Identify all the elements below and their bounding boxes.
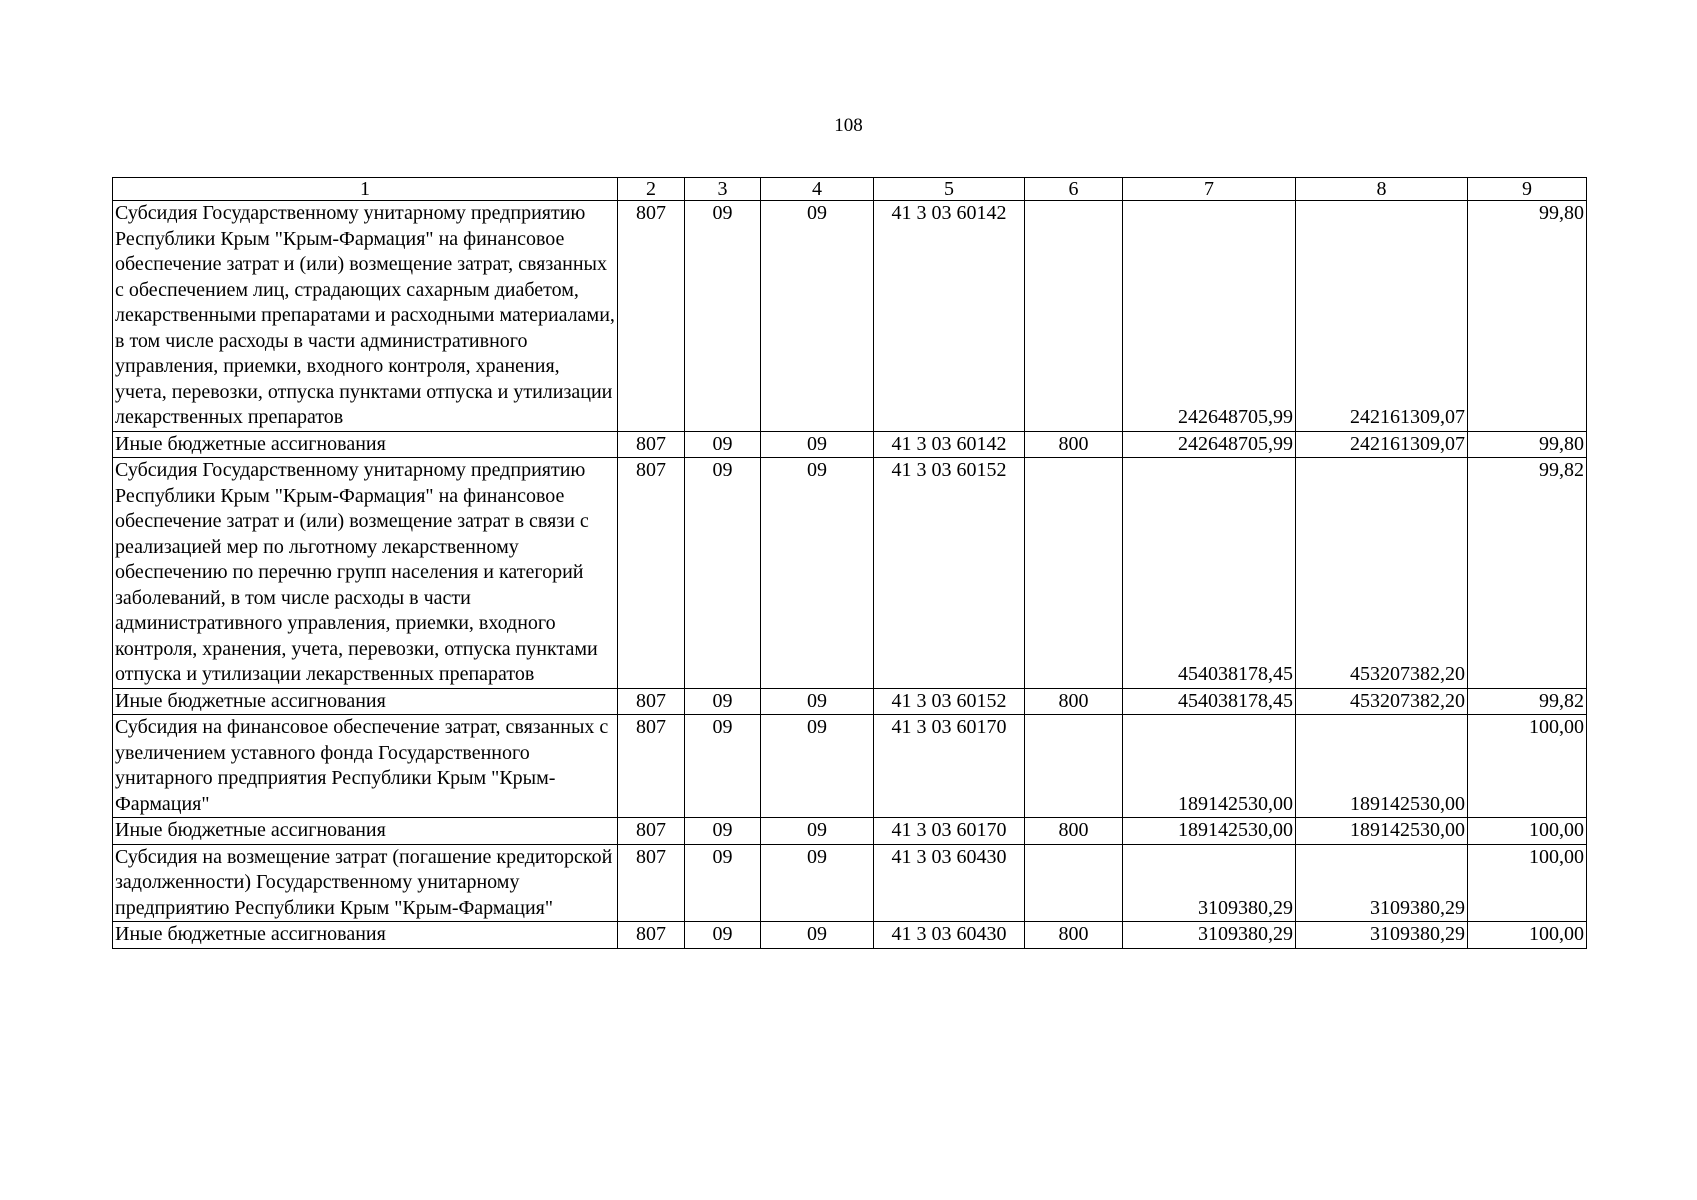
cell-col6: 800	[1025, 688, 1123, 715]
cell-col8: 242161309,07	[1296, 201, 1468, 432]
cell-col8: 453207382,20	[1296, 458, 1468, 689]
cell-col8: 453207382,20	[1296, 688, 1468, 715]
cell-col7: 189142530,00	[1123, 715, 1296, 818]
cell-col5: 41 3 03 60170	[874, 818, 1025, 845]
cell-col8: 242161309,07	[1296, 431, 1468, 458]
cell-col4: 09	[761, 201, 874, 432]
cell-col7: 189142530,00	[1123, 818, 1296, 845]
cell-col3: 09	[685, 844, 761, 922]
cell-col6: 800	[1025, 431, 1123, 458]
table-row	[113, 431, 1587, 458]
cell-col5: 41 3 03 60430	[874, 844, 1025, 922]
cell-col7: 242648705,99	[1123, 431, 1296, 458]
row-name: Иные бюджетные ассигнования	[113, 818, 618, 845]
table-row	[113, 818, 1587, 845]
row-name: Субсидия на финансовое обеспечение затрат, связанных с увеличением уставного фонда Государственного унитарного предприятия Республики Крым "Крым-Фармация"	[113, 715, 618, 818]
cell-col9: 100,00	[1468, 715, 1587, 818]
table-row	[113, 715, 1587, 818]
cell-col5: 41 3 03 60430	[874, 922, 1025, 949]
row-name: Иные бюджетные ассигнования	[113, 688, 618, 715]
column-header: 8	[1296, 178, 1468, 201]
page-number: 108	[834, 115, 863, 136]
cell-col8: 3109380,29	[1296, 844, 1468, 922]
table-row	[113, 688, 1587, 715]
cell-col4: 09	[761, 431, 874, 458]
cell-col4: 09	[761, 922, 874, 949]
cell-col7: 3109380,29	[1123, 844, 1296, 922]
cell-col6	[1025, 201, 1123, 432]
cell-col2: 807	[618, 715, 685, 818]
column-header: 6	[1025, 178, 1123, 201]
cell-col9: 99,80	[1468, 201, 1587, 432]
cell-col7: 3109380,29	[1123, 922, 1296, 949]
cell-col6	[1025, 844, 1123, 922]
cell-col4: 09	[761, 688, 874, 715]
table-row	[113, 458, 1587, 689]
cell-col6	[1025, 458, 1123, 689]
cell-col7: 454038178,45	[1123, 458, 1296, 689]
cell-col3: 09	[685, 922, 761, 949]
header-row	[113, 178, 1587, 201]
cell-col9: 100,00	[1468, 844, 1587, 922]
row-name: Иные бюджетные ассигнования	[113, 431, 618, 458]
row-name: Иные бюджетные ассигнования	[113, 922, 618, 949]
row-name: Субсидия Государственному унитарному предприятию Республики Крым "Крым-Фармация" на финансовое обеспечение затрат и (или) возмещение затрат, связанных с обеспечением лиц, страдающих сахарным диабетом, лекарственными препаратами и расходными материалами, в том числе расходы в части административного управления, приемки, входного контроля, хранения, учета, перевозки, отпуска пунктами отпуска и утилизации лекарственных препаратов	[113, 201, 618, 432]
cell-col5: 41 3 03 60152	[874, 688, 1025, 715]
cell-col6: 800	[1025, 818, 1123, 845]
cell-col3: 09	[685, 818, 761, 845]
cell-col2: 807	[618, 818, 685, 845]
column-header: 9	[1468, 178, 1587, 201]
table-row	[113, 201, 1587, 432]
row-name: Субсидия Государственному унитарному предприятию Республики Крым "Крым-Фармация" на финансовое обеспечение затрат и (или) возмещение затрат в связи с реализацией мер по льготному лекарственному обеспечению по перечню групп населения и категорий заболеваний, в том числе расходы в части административного управления, приемки, входного контроля, хранения, учета, перевозки, отпуска пунктами отпуска и утилизации лекарственных препаратов	[113, 458, 618, 689]
column-header: 7	[1123, 178, 1296, 201]
cell-col7: 242648705,99	[1123, 201, 1296, 432]
cell-col5: 41 3 03 60152	[874, 458, 1025, 689]
cell-col2: 807	[618, 201, 685, 432]
cell-col8: 3109380,29	[1296, 922, 1468, 949]
cell-col3: 09	[685, 688, 761, 715]
cell-col9: 99,80	[1468, 431, 1587, 458]
cell-col3: 09	[685, 458, 761, 689]
table-row	[113, 922, 1587, 949]
table-row	[113, 844, 1587, 922]
cell-col5: 41 3 03 60142	[874, 431, 1025, 458]
cell-col3: 09	[685, 715, 761, 818]
cell-col9: 99,82	[1468, 458, 1587, 689]
cell-col9: 100,00	[1468, 818, 1587, 845]
cell-col6: 800	[1025, 922, 1123, 949]
cell-col5: 41 3 03 60170	[874, 715, 1025, 818]
cell-col8: 189142530,00	[1296, 715, 1468, 818]
cell-col8: 189142530,00	[1296, 818, 1468, 845]
cell-col4: 09	[761, 715, 874, 818]
cell-col3: 09	[685, 431, 761, 458]
cell-col4: 09	[761, 458, 874, 689]
cell-col4: 09	[761, 818, 874, 845]
cell-col2: 807	[618, 844, 685, 922]
cell-col2: 807	[618, 688, 685, 715]
cell-col6	[1025, 715, 1123, 818]
row-name: Субсидия на возмещение затрат (погашение кредиторской задолженности) Государственному унитарному предприятию Республики Крым "Крым-Фармация"	[113, 844, 618, 922]
column-header: 2	[618, 178, 685, 201]
cell-col3: 09	[685, 201, 761, 432]
cell-col2: 807	[618, 458, 685, 689]
budget-table	[112, 177, 1587, 949]
cell-col9: 99,82	[1468, 688, 1587, 715]
column-header: 1	[113, 178, 618, 201]
cell-col7: 454038178,45	[1123, 688, 1296, 715]
cell-col4: 09	[761, 844, 874, 922]
column-header: 3	[685, 178, 761, 201]
column-header: 4	[761, 178, 874, 201]
cell-col2: 807	[618, 431, 685, 458]
cell-col2: 807	[618, 922, 685, 949]
column-header: 5	[874, 178, 1025, 201]
cell-col9: 100,00	[1468, 922, 1587, 949]
cell-col5: 41 3 03 60142	[874, 201, 1025, 432]
